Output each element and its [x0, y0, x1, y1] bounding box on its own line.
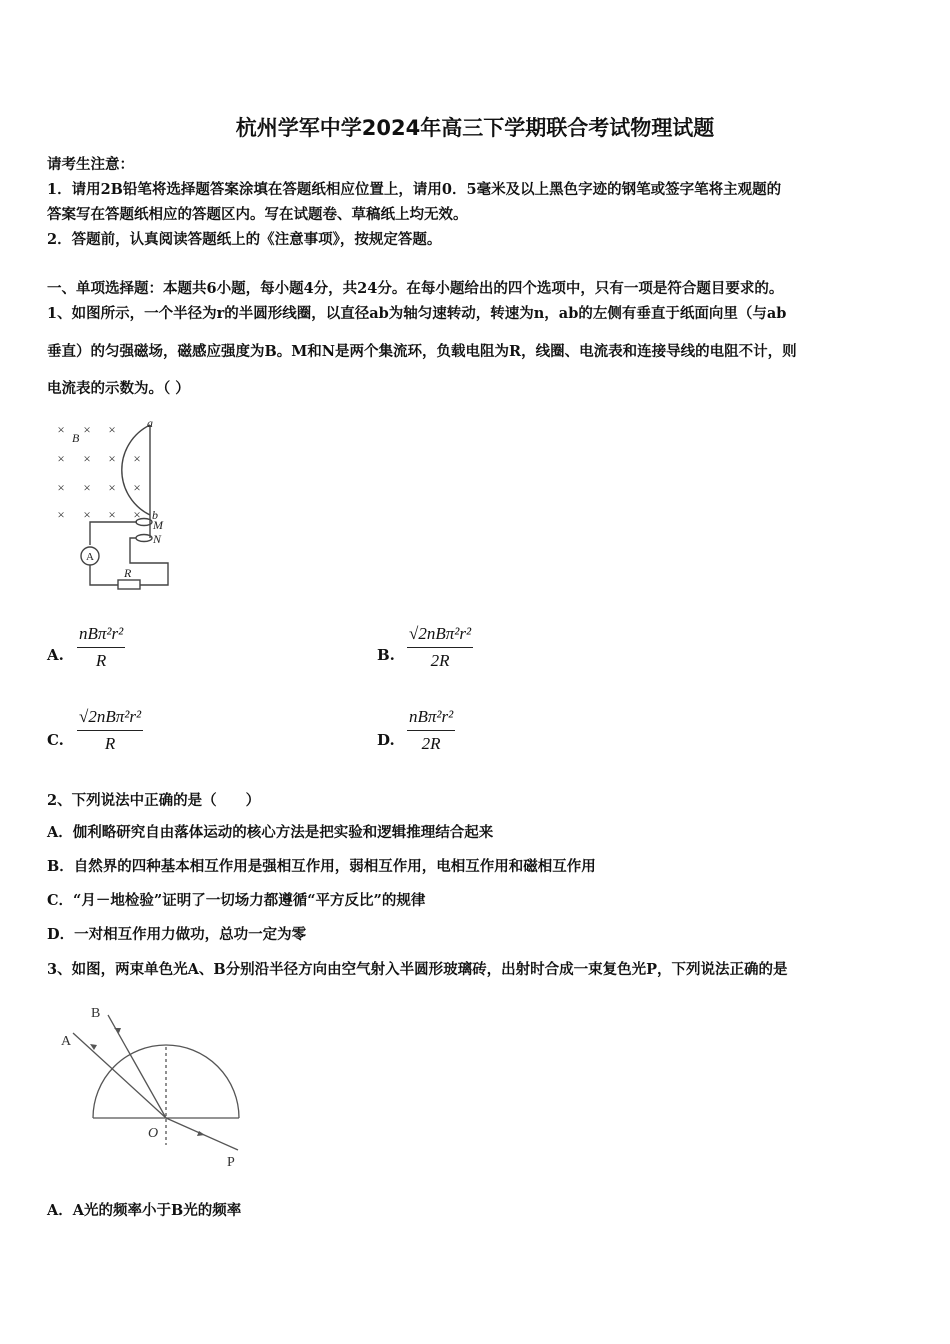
- label-ray-A: A: [61, 1034, 72, 1049]
- q2-stem: 2、下列说法中正确的是（ ）: [47, 792, 261, 809]
- field-mark: ×: [108, 507, 116, 522]
- field-mark: ×: [133, 480, 141, 495]
- q2-option-a: A．伽利略研究自由落体运动的核心方法是把实验和逻辑推理结合起来: [47, 824, 494, 841]
- q1-option-c-numerator: √2nBπ²r²: [77, 707, 143, 731]
- section-1-heading: 一、单项选择题：本题共6小题，每小题4分，共24分。在每小题给出的四个选项中，只有一项是符合题目要求的。: [47, 280, 784, 297]
- notice-item-1-line-1: 1．请用2B铅笔将选择题答案涂填在答题纸相应位置上，请用0．5毫米及以上黑色字迹的钢笔或签字笔将主观题的: [47, 181, 782, 198]
- semicircle-coil: [122, 425, 150, 515]
- resistor-symbol: [118, 580, 140, 589]
- q1-option-b-numerator: √2nBπ²r²: [407, 624, 473, 648]
- q2-option-d: D．一对相互作用力做功，总功一定为零: [47, 926, 307, 943]
- label-center-O: O: [148, 1126, 159, 1141]
- notice-heading: 请考生注意：: [47, 156, 134, 173]
- q1-option-d-label: D.: [377, 731, 395, 749]
- q1-stem-line-1: 1、如图所示，一个半径为r的半圆形线圈，以直径ab为轴匀速转动，转速为n，ab的左侧有垂直于纸面向里（与ab: [47, 305, 787, 322]
- q1-option-b-label: B.: [377, 646, 395, 664]
- q2-option-b: B．自然界的四种基本相互作用是强相互作用，弱相互作用，电相互作用和磁相互作用: [47, 858, 596, 875]
- field-mark: ×: [108, 422, 116, 437]
- q3-glass-brick-figure: [55, 995, 255, 1175]
- field-mark: ×: [133, 451, 141, 466]
- page-title: 杭州学军中学2024年高三下学期联合考试物理试题: [235, 116, 715, 140]
- field-mark: ×: [83, 422, 91, 437]
- notice-item-1-line-2: 答案写在答题纸相应的答题区内。写在试题卷、草稿纸上均无效。: [47, 206, 468, 223]
- q2-option-c: C．“月－地检验”证明了一切场力都遵循“平方反比”的规律: [47, 892, 426, 909]
- field-mark: ×: [83, 480, 91, 495]
- field-mark: ×: [57, 480, 65, 495]
- field-mark: ×: [108, 451, 116, 466]
- field-mark: ×: [83, 451, 91, 466]
- label-field-B: B: [72, 431, 80, 445]
- q1-option-a-label: A.: [47, 646, 64, 664]
- q3-stem: 3、如图，两束单色光A、B分别沿半径方向由空气射入半圆形玻璃砖，出射时合成一束复色光P，下列说法正确的是: [47, 961, 788, 978]
- q1-option-b-fraction: [407, 624, 473, 671]
- label-ring-M: M: [153, 518, 163, 532]
- label-ray-B: B: [91, 1006, 101, 1021]
- label-point-b: b: [152, 508, 158, 522]
- q1-option-a-fraction: [77, 624, 125, 671]
- q3-option-a: A．A光的频率小于B光的频率: [47, 1202, 242, 1219]
- label-ring-N: N: [153, 532, 162, 546]
- label-point-a: a: [147, 416, 153, 430]
- field-mark: ×: [108, 480, 116, 495]
- field-mark: ×: [83, 507, 91, 522]
- q1-option-b-denominator: 2R: [430, 651, 450, 670]
- field-mark: ×: [133, 507, 141, 522]
- q1-circuit-figure: [50, 415, 180, 590]
- q1-stem-line-2: 垂直）的匀强磁场，磁感应强度为B。M和N是两个集流环，负载电阻为R，线圈、电流表和连接导线的电阻不计，则: [47, 343, 797, 360]
- q1-option-d-denominator: 2R: [421, 734, 441, 753]
- q1-option-c-denominator: R: [104, 734, 116, 753]
- q1-option-d-numerator: nBπ²r²: [407, 707, 455, 731]
- label-ammeter-A: A: [86, 551, 94, 563]
- q1-option-d-fraction: [407, 707, 455, 754]
- notice-item-2: 2．答题前，认真阅读答题纸上的《注意事项》，按规定答题。: [47, 231, 442, 248]
- q1-option-c-label: C.: [47, 731, 64, 749]
- q1-option-c-fraction: [77, 707, 143, 754]
- field-mark: ×: [57, 451, 65, 466]
- q1-stem-line-3: 电流表的示数为。（ ）: [47, 380, 190, 397]
- field-mark: ×: [57, 422, 65, 437]
- q1-option-a-numerator: nBπ²r²: [77, 624, 125, 648]
- q1-option-a-denominator: R: [95, 651, 107, 670]
- label-ray-P: P: [227, 1155, 235, 1170]
- field-mark: ×: [57, 507, 65, 522]
- label-resistor-R: R: [124, 566, 132, 580]
